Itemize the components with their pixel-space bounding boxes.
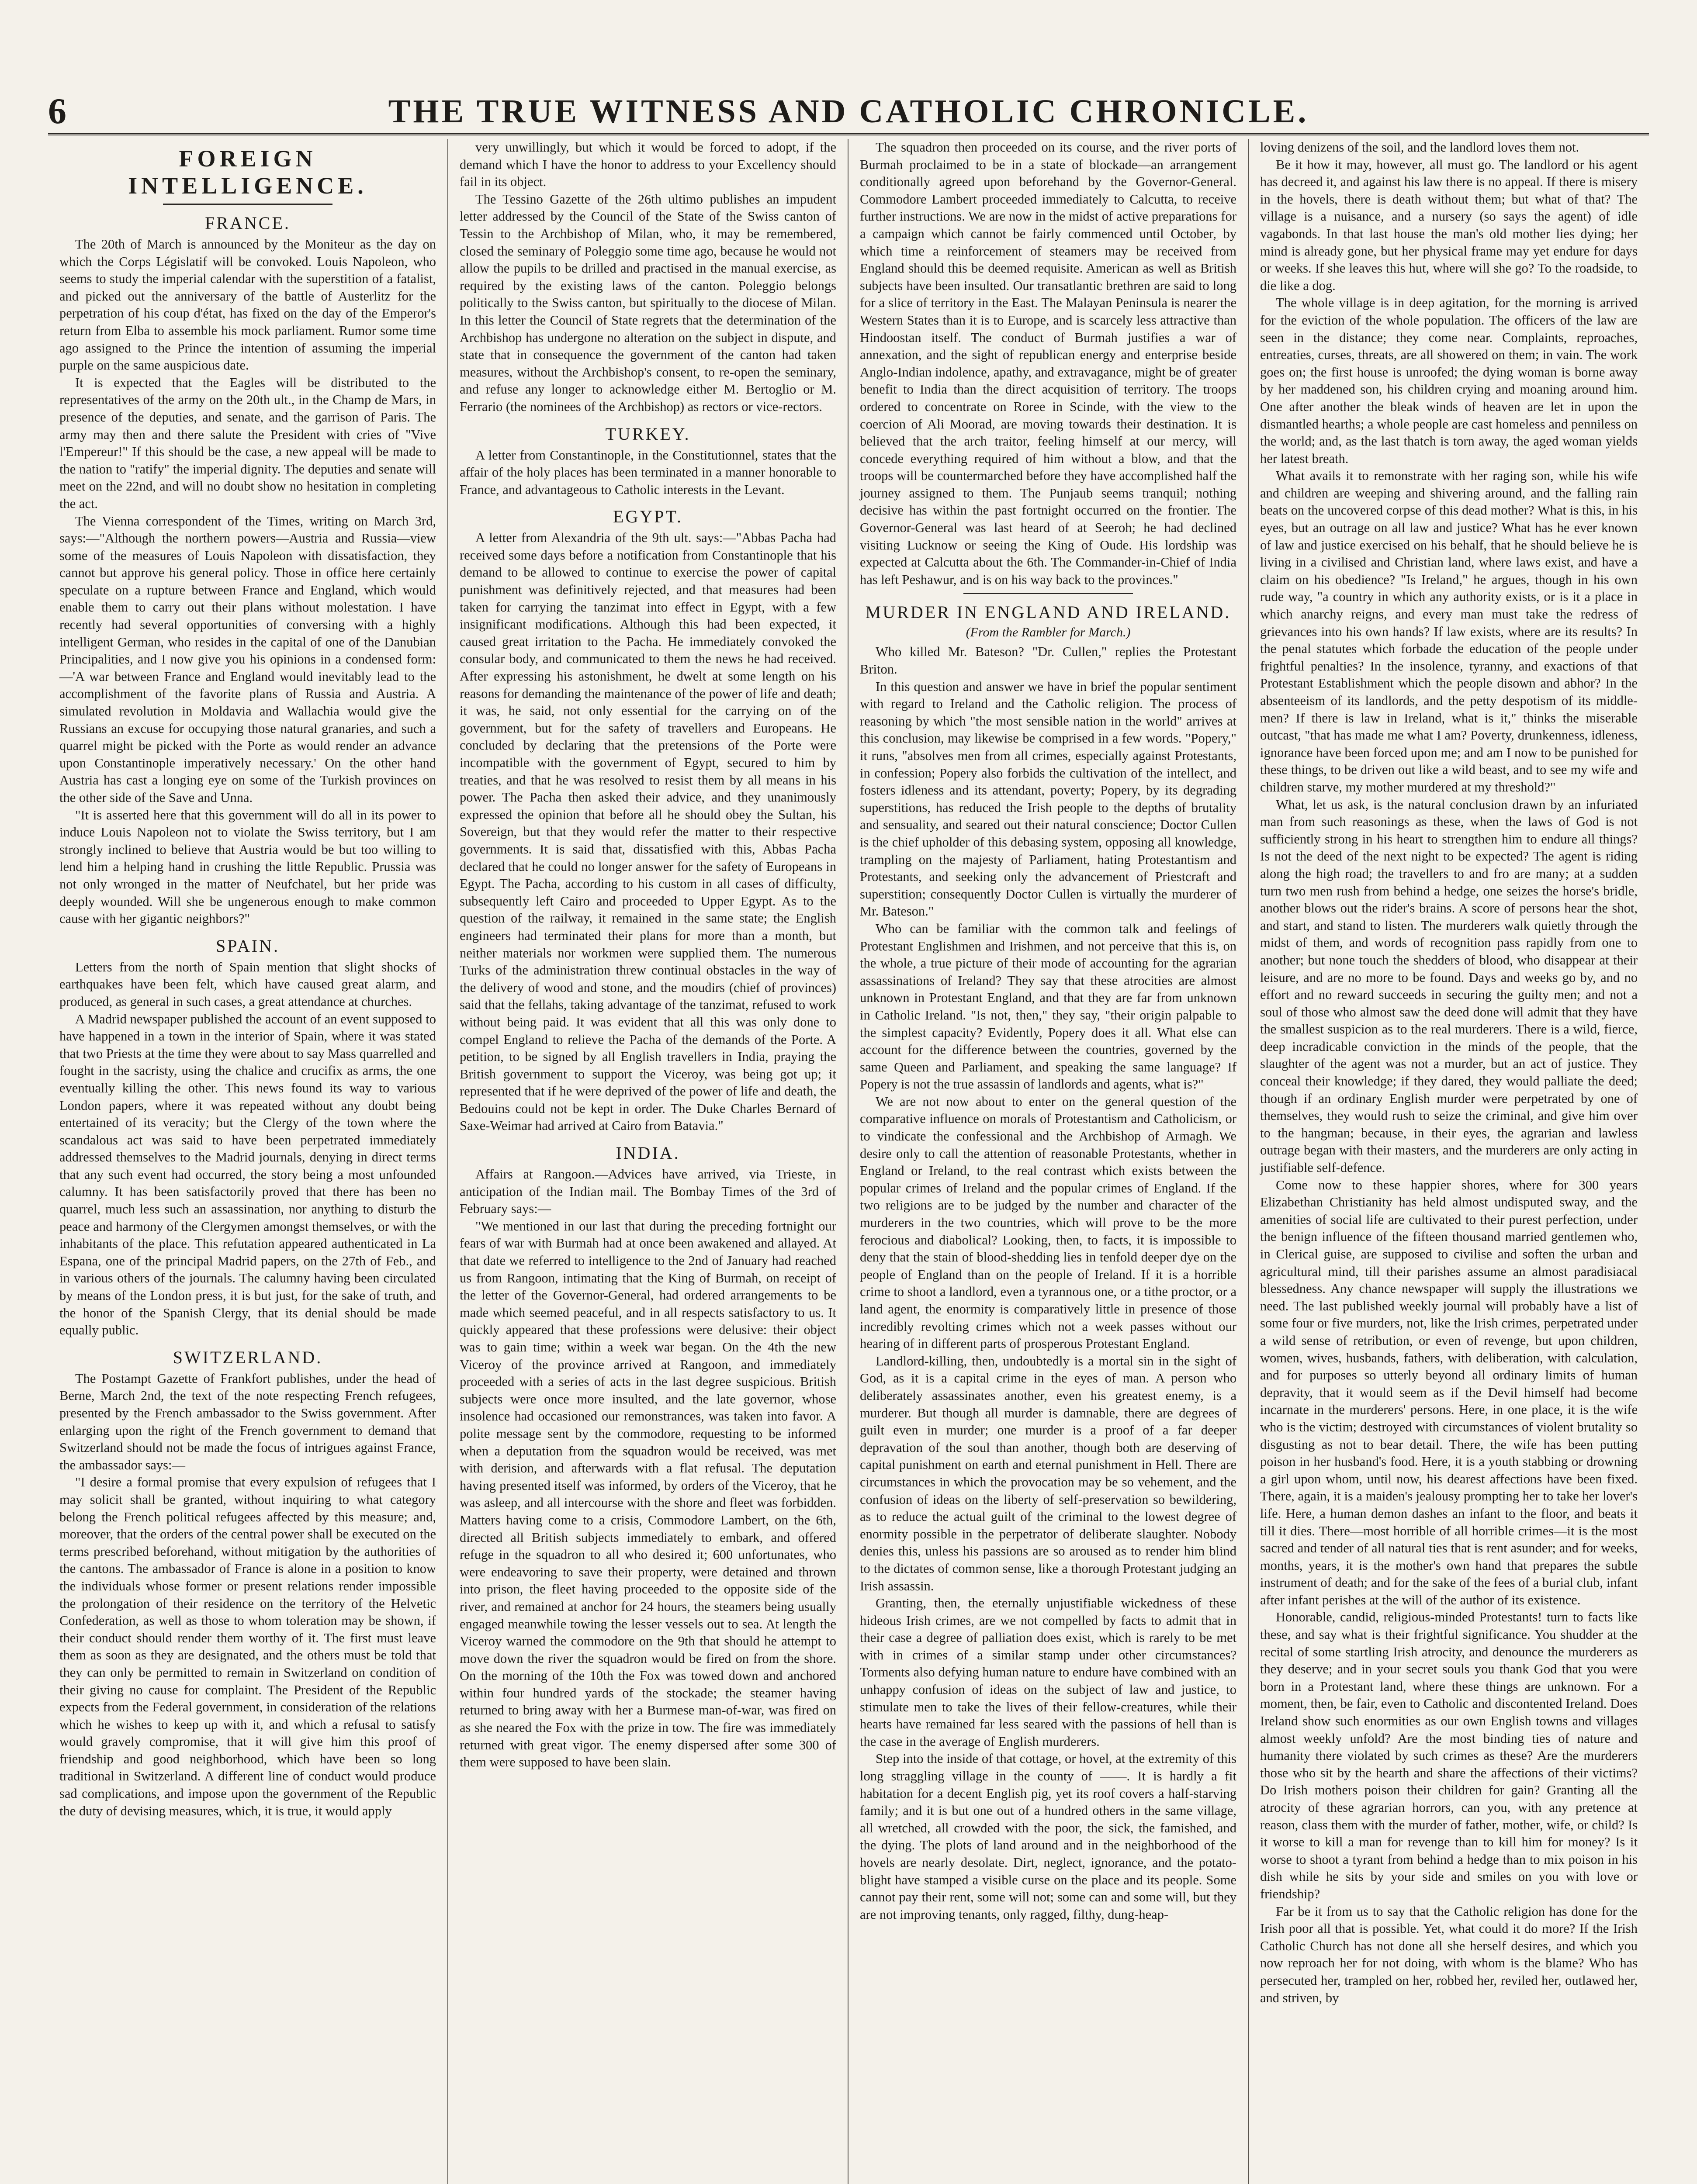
paragraph: The squadron then proceeded on its course, and the river ports of Burmah proclaimed to be in a state of blockade—an arrangement conditionally agreed upon beforehand by the Governor-General. Commodore Lambert proceeded immediately to Calcutta, to receive further instructions. We are now in the midst of active preparations for a campaign which cannot be fairly commenced until October, by which time a reinforcement of steamers may be received from England should this be deemed requisite. American as well as British subjects have been insulted. Our transatlantic brethren are said to long for a slice of territory in the East. The Malayan Peninsula is nearer the Western States than it is to Europe, and is scarcely less attractive than Hindoostan itself. The conduct of Burmah justifies a war of annexation, and the sight of republican energy and enterprise beside Anglo-Indian indolence, apathy, and extravagance, might be of greater benefit to India than the direct acquisition of territory. The troops ordered to concentrate on Roree in Scinde, with the view to the coercion of Ali Moorad, are moving towards their destination. It is believed that the arch traitor, feeling himself at our mercy, will concede everything required of him without a blow, and that the troops will be countermarched before they have accomplished half the journey assigned to them. The Punjaub seems tranquil; nothing decisive has within the past fortnight occurred on the frontier. The Governor-General was last heard of at Seeroh; he had declined visiting Lucknow or seeing the King of Oude. His lordship was expected at Calcutta about the 6th. The Commander-in-Chief of India has left Peshawur, and is on his way back to the provinces.": [860, 140, 1236, 587]
paragraph: What avails it to remonstrate with her raging son, while his wife and children are weeping and shivering around, and the falling rain beats on the uncovered corpse of this dead mother? What is this, in his eyes, but an outrage on all law and justice? What has he ever known of law and justice exercised on his behalf, that he should believe he is living in a civilised and Christian land, where laws exist, and have a claim on his obedience? "Is Ireland," he argues, though in his own rude way, "a country in which any authority exists, or is it a place in which anarchy reigns, and every man must take the redress of grievances into his own hands? If law exists, where are its results? In the penal statutes which forbade the education of the people under frightful penalties? In the insolence, tyranny, and exactions of that Protestant Establishment which the people disown and abhor? In the absenteeism of its landlords, and the petty despotism of its middle-men? If there is law in Ireland, what is it," thinks the miserable outcast, "that has made me what I am? Poverty, drunkenness, idleness, ignorance have been forced upon me; and am I now to be punished for these things, to be driven out like a wild beast, and to see my wife and children starve, my mother murdered at my threshold?": [1260, 468, 1638, 795]
divider: [963, 593, 1133, 594]
paragraph: The Vienna correspondent of the Times, writing on March 3rd, says:—"Although the northern powers—Austria and Russia—view some of the measures of Louis Napoleon with dissatisfaction, they cannot but approve his general policy. Those in office here certainly speculate on a rupture between France and England, which would enable them to carry out their plans without molestation. I have recently had several opportunities of conversing with a highly intelligent German, who resides in the capital of one of the Danubian Principalities, and I now give you his opinions in a condensed form:—'A war between France and England would inevitably lead to the accomplishment of the favorite plans of Russia and Austria. A simulated revolution in Moldavia and Wallachia would give the Russians an excuse for occupying those natural granaries, and such a quarrel might be picked with the Porte as would render an advance upon Constantinople imperatively necessary.' On the other hand Austria has cast a longing eye on some of the Turkish provinces on the other side of the Save and Unna.: [59, 513, 436, 805]
column-1: [48, 139, 448, 2184]
paragraph: Honorable, candid, religious-minded Protestants! turn to facts like these, and say what is their frightful significance. You shudder at the recital of some startling Irish atrocity, and denounce the murderers as they deserve; and in your secret souls you thank God that you were born in a Protestant land, where these things are unknown. For a moment, then, be fair, even to Catholic and discontented Ireland. Does Ireland show such enormities as our own English towns and villages almost weekly unfold? Are the most binding ties of nature and humanity there violated by such crimes as these? Are the murderers those who sit by the hearth and share the affections of their victims? Do Irish mothers poison their children for gain? Granting all the atrocity of these agrarian horrors, can you, with any pretence at reason, class them with the murder of father, mother, wife, or child? Is it worse to kill a man for revenge than to kill him for money? Is it worse to shoot a tyrant from behind a hedge than to mix poison in his dish while he sits by your side and smiles on you with love or friendship?: [1260, 1610, 1638, 1901]
section-title: FOREIGN INTELLIGENCE.: [128, 145, 367, 199]
paragraph: Come now to these happier shores, where for 300 years Elizabethan Christianity has held almost undisputed sway, and the amenities of social life are cultivated to their purest perfection, under the benign influence of the fifteen thousand married gentlemen who, in Clerical guise, are supposed to civilise and soften the urban and agricultural mind, till their parishes assume an almost paradisiacal blessedness. Any chance newspaper will supply the illustrations we need. The last published weekly journal will probably have a list of some four or five murders, not, like the Irish crimes, perpetrated under a wild sense of retribution, or even of revenge, but upon children, women, wives, husbands, fathers, with deliberation, with calculation, and for purposes so utterly beyond all ordinary limits of human depravity, that it would seem as if the Devil himself had become incarnate in the murderers' persons. Here, in one place, it is the wife who is the victim; destroyed with circumstances of violent brutality so disgusting as not to bear detail. There, the wife has been putting poison in her husband's food. Here, it is a youth stabbing or drowning a girl upon whom, until now, his dearest affections have been fixed. There, again, it is a maiden's jealousy prompting her to take her lover's life. Here, a human demon dashes an infant to the floor, and beats it till it dies. There—most horrible of all horrible crimes—it is the most sacred and tender of all natural ties that is rent asunder; and for weeks, months, years, it is the mother's own hand that prepares the subtle instrument of death; and for the sake of the fees of a burial club, infant after infant perishes at the will of the author of its existence.: [1260, 1177, 1638, 1607]
article-source: (From the Rambler for March.): [966, 625, 1131, 640]
paragraph: Letters from the north of Spain mention that slight shocks of earthquakes have been felt, which have caused great alarm, and produced, as general in such cases, a great attendance at churches.: [59, 959, 436, 1009]
heading-murder: MURDER IN ENGLAND AND IRELAND.: [865, 602, 1231, 622]
page-number: 6: [48, 91, 66, 131]
paragraph: The Postampt Gazette of Frankfort publishes, under the head of Berne, March 2nd, the text of the note respecting French refugees, presented by the French ambassador to the Swiss government. After enlarging upon the right of the French government to demand that Switzerland should not be made the focus of intrigues against France, the ambassador says:—: [59, 1371, 436, 1472]
masthead: [48, 90, 1649, 135]
heading-turkey: TURKEY.: [605, 424, 691, 444]
paragraph: A Madrid newspaper published the account of an event supposed to have happened in a town in the interior of Spain, where it was stated that two Priests at the time they were about to say Mass quarrelled and fought in the sacristy, using the chalice and crucifix as arms, the one eventually killing the other. This news found its way to various London papers, where it was repeated without any doubt being entertained of its veracity; but the Clergy of the town where the scandalous act was said to have been perpetrated immediately addressed themselves to the Madrid journals, denying in direct terms that any such event had occurred, the story being a most unfounded calumny. It has been satisfactorily proved that there has been no quarrel, much less such an assassination, nor anything to disturb the peace and harmony of the Clergymen amongst themselves, or with the inhabitants of the place. This refutation appeared authenticated in La Espana, one of the principal Madrid papers, on the 27th of Feb., and in various others of the journals. The calumny having been circulated by means of the London press, it is but just, for the sake of truth, and the honor of the Spanish Clergy, that its denial should be made equally public.: [59, 1011, 436, 1338]
paragraph: "It is asserted here that this government will do all in its power to induce Louis Napoleon not to violate the Swiss territory, but I am strongly inclined to believe that Austria would be but too willing to lend him a helping hand in crushing the little Republic. Prussia was not only wronged in the matter of Neufchatel, but her pride was deeply wounded. Will she be ungenerous enough to make common cause with her gigantic neighbors?": [59, 807, 436, 926]
paragraph: Affairs at Rangoon.—Advices have arrived, via Trieste, in anticipation of the Indian mail. The Bombay Times of the 3rd of February says:—: [460, 1167, 836, 1216]
paragraph: Far be it from us to say that the Catholic religion has done for the Irish poor all that is possible. Yet, what could it do more? If the Irish Catholic Church has not done all she herself desires, and which you now reproach her for not doing, with whom is the blame? Who has persecuted her, trampled on her, robbed her, reviled her, outlawed her, and striven, by: [1260, 1904, 1638, 2005]
paragraph: "I desire a formal promise that every expulsion of refugees that I may solicit shall be granted, without inquiring to what category belong the French political refugees affected by this measure; and, moreover, that the orders of the central power shall be executed on the terms prescribed beforehand, without mitigation by the authorities of the cantons. The ambassador of France is alone in a position to know the individuals whose former or present relations render impossible the prolongation of their residence on the territory of the Helvetic Confederation, as well as those to whom toleration may be shown, if their conduct should render them worthy of it. The first must leave them as soon as they are designated, and the others must be told that they can only be permitted to remain in Switzerland on condition of their giving no cause for complaint. The President of the Republic expects from the Federal government, in consideration of the relations which he wishes to keep up with it, and which a refusal to satisfy would gravely compromise, that it will give him this proof of friendship and good neighborhood, which have been so long traditional in Switzerland. A different line of conduct would produce sad complications, and impose upon the government of the Republic the duty of devising measures, which, it is true, it would apply: [59, 1475, 436, 1818]
paragraph: Step into the inside of that cottage, or hovel, at the extremity of this long straggling village in the county of ——. It is hardly a fit habitation for a decent English pig, yet its roof covers a half-starving family; and it is but one out of a hundred others in the same village, all wretched, all crowded with the poor, the sick, the famished, and the dying. The plots of land around and in the neighborhood of the hovels are nearly desolate. Dirt, neglect, ignorance, and the potato-blight have stamped a visible curse on the place and its people. Some cannot pay their rent, some will not; some can and some will, but they are not improving tenants, only ragged, filthy, dung-heap-: [860, 1751, 1236, 1922]
paragraph: Granting, then, the eternally unjustifiable wickedness of these hideous Irish crimes, are we not compelled by facts to admit that in their case a degree of palliation does exist, which is rarely to be met with in crimes of a similar stamp under other circumstances? Torments also defying human nature to endure have combined with an unhappy confusion of ideas on the subject of law and justice, to stimulate men to take the lives of their fellow-creatures, while their hearts have remained far less seared with the passions of hell than is the case in the average of English murderers.: [860, 1596, 1236, 1749]
heading-spain: SPAIN.: [216, 936, 280, 956]
paragraph: loving denizens of the soil, and the landlord loves them not.: [1260, 140, 1579, 155]
paragraph: very unwillingly, but which it would be forced to adopt, if the demand which I have the honor to address to your Excellency should fail in its object.: [460, 140, 836, 190]
paragraph: A letter from Alexandria of the 9th ult. says:—"Abbas Pacha had received some days before a notification from Constantinople that his demand to be allowed to continue to exercise the power of capital punishment was definitively rejected, and that measures had been taken for carrying the tanzimat into effect in Egypt, with a few insignificant modifications. Although this had been expected, it caused great irritation to the Pacha. He immediately convoked the consular body, and communicated to them the news he had received. After expressing his astonishment, he dwelt at some length on his reasons for demanding the maintenance of the power of life and death; it was, he said, not only essential for the carrying on of the government, but for the safety of travellers and Europeans. He concluded by declaring that the pretensions of the Porte were incompatible with the government of Egypt, secured to him by treaties, and that he was resolved to resist them by all means in his power. The Pacha then asked their advice, and they unanimously expressed the opinion that before all he should obey the Sultan, his Sovereign, but that they would refer the matter to their respective governments. It is said that, dissatisfied with this, Abbas Pacha declared that he could no longer answer for the safety of Europeans in Egypt. The Pacha, according to his custom in all cases of difficulty, subsequently left Cairo and proceeded to Upper Egypt. As to the question of the railway, it remained in the same state; the English engineers had terminated their plans for more than a month, but neither materials nor workmen were supplied them. The numerous Turks of the administration threw continual obstacles in the way of the delivery of wood and stone, and the moudirs (chief of provinces) said that the fellahs, taking advantage of the tanzimat, refused to work without being paid. It was evident that all this was only done to compel England to relieve the Pacha of the demands of the Porte. A petition, to be signed by all English travellers in India, praying the British government to support the Viceroy, was being got up; it represented that if he were deprived of the power of life and death, the Bedouins could not be kept in order. The Duke Charles Bernard of Saxe-Weimar had arrived at Cairo from Batavia.": [460, 530, 836, 1133]
column-3: [848, 139, 1249, 2184]
newspaper-title: THE TRUE WITNESS AND CATHOLIC CHRONICLE.: [388, 93, 1309, 130]
column-2: [448, 139, 848, 2184]
paragraph: Be it how it may, however, all must go. The landlord or his agent has decreed it, and against his law there is no appeal. If there is misery in the hovels, there is death without them; but what of that? The village is a nuisance, and a nursery (so says the agent) of idle vagabonds. In that last house the man's old mother lies dying; her mind is already gone, but her physical frame may yet endure for days or weeks. If she leaves this hut, where will she go? To the roadside, to die like a dog.: [1260, 157, 1638, 293]
paragraph: Who can be familiar with the common talk and feelings of Protestant Englishmen and Irishmen, and not perceive that this is, on the whole, a true picture of their mode of accounting for the agrarian assassinations of Ireland? They say that these atrocities are almost unknown in Protestant England, and that they are far from unknown in Catholic Ireland. "Is not, then," they say, "their origin palpable to the simplest capacity? Evidently, Popery does it all. What else can account for the difference between the countries, governed by the same Queen and Parliament, and speaking the same language? If Popery is not the true assassin of landlords and agents, what is?": [860, 921, 1236, 1092]
heading-india: INDIA.: [616, 1143, 680, 1163]
paragraph: The 20th of March is announced by the Moniteur as the day on which the Corps Législatif will be convoked. Louis Napoleon, who seems to study the imperial calendar with the superstition of a fatalist, and picked out the anniversary of the battle of Austerlitz for the perpetration of his coup d'état, has fixed on the day of the Emperor's return from Elba to assemble his mock parliament. Rumor some time ago assigned to the Prince the intention of assuming the imperial purple on the same auspicious date.: [59, 237, 436, 373]
paragraph: "We mentioned in our last that during the preceding fortnight our fears of war with Burmah had at once been awakened and allayed. At that date we referred to intelligence to the 2nd of January had reached us from Rangoon, intimating that the King of Burmah, on receipt of the letter of the Governor-General, had ordered arrangements to be made which seemed peaceful, and in all respects satisfactory to us. It quickly appeared that these professions were delusive: their object was to gain time; within a week war began. On the 4th the new Viceroy of the province arrived at Rangoon, and immediately proceeded with a series of acts in the last degree suspicious. British subjects were once more insulted, and the late governor, whose insolence had occasioned our remonstrances, was taken into favor. A polite message sent by the commodore, requesting to be informed when a deputation from the squadron would be received, was met with derision, and afterwards with a flat refusal. The deputation having presented itself was informed, by orders of the Viceroy, that he was asleep, and all intercourse with the shore and fleet was forbidden. Matters having come to a crisis, Commodore Lambert, on the 6th, directed all British subjects immediately to embark, and offered refuge in the squadron to all who desired it; 600 unfortunates, who were endeavoring to save their property, were detained and thrown into prison, the fleet having proceeded to the opposite side of the river, and remained at anchor for 24 hours, the steamers being usually engaged meanwhile towing the lesser vessels out to sea. At length the Viceroy warned the commodore on the 9th that should he attempt to move down the river the squadron would be fired on from the shore. On the morning of the 10th the Fox was towed down and anchored within four hundred yards of the stockade; the steamer having returned to bring away with her a Burmese man-of-war, was fired on as she neared the Fox with the prize in tow. The fire was immediately returned with great vigor. The enemy dispersed after some 300 of them were supposed to have been slain.: [460, 1218, 836, 1770]
paragraph: We are not now about to enter on the general question of the comparative influence on morals of Protestantism and Catholicism, or to vindicate the confessional and the Archbishop of Armagh. We desire only to call the attention of reasonable Protestants, whether in England or Ireland, to the real contrast which exists between the popular crimes of Ireland and the popular crimes of England. If the two religions are to be judged by the number and character of the murderers in the two countries, which will prove to be the more ferocious and diabolical? Looking, then, to facts, it is impossible to deny that the stain of blood-shedding lies in tenfold deeper dye on the people of England than on the people of Ireland. If it is a horrible crime to shoot a landlord, even a tyrannous one, or a tithe proctor, or a land agent, the enormity is comparatively little in presence of those incredibly revolting crimes which not a week passes without our hearing of in different parts of prosperous Protestant England.: [860, 1094, 1236, 1351]
paragraph: A letter from Constantinople, in the Constitutionnel, states that the affair of the holy places has been terminated in a manner honorable to France, and advantageous to Catholic interests in the Levant.: [460, 447, 836, 497]
paragraph: In this question and answer we have in brief the popular sentiment with regard to Ireland and the Catholic religion. The process of reasoning by which "the most sensible nation in the world" arrives at this conclusion, may likewise be comprised in a few words. "Popery," it runs, "absolves men from all crimes, especially against Protestants, in confession; Popery also forbids the cultivation of the intellect, and fosters idleness and its attendant, poverty; Popery, by its degrading superstitions, has reduced the Irish people to the depths of brutality and sensuality, and seared out their natural conscience; Doctor Cullen is the chief upholder of this debasing system, opposing all knowledge, trampling on the majesty of Parliament, hating Protestantism and Protestants, and seeking only the advancement of Priestcraft and superstition; consequently Doctor Cullen is virtually the murderer of Mr. Bateson.": [860, 679, 1236, 919]
paragraph: Who killed Mr. Bateson? "Dr. Cullen," replies the Protestant Briton.: [860, 644, 1236, 677]
paragraph: What, let us ask, is the natural conclusion drawn by an infuriated man from such reasonings as these, when the laws of God is not sufficiently strong in his heart to strengthen him to endure all things? Is not the deed of the next night to be expected? The agent is riding along the high road; the travellers to and fro are many; at a sudden turn two men rush from behind a hedge, one seizes the horse's bridle, another blows out the rider's brains. A score of persons hear the shot, and start, and stand to listen. The murderers walk quietly through the midst of them, and words of recognition pass rapidly from one to another; but none touch the shedders of blood, who disappear at their leisure, and are no more to be found. Days and weeks go by, and no effort and no reward succeeds in securing the guilty men; and not a soul of those who almost saw the deed done will admit that they have the smallest suspicion as to the real murderers. There is a wild, fierce, deep incradicable conviction in the minds of the people, that the slaughter of the agent was not a murder, but an act of justice. They conceal their knowledge; if they dared, they would palliate the deed; though if an ordinary English murder were perpetrated by one of themselves, they would rush to seize the criminal, and give him over to the hangman; because, in their eyes, the agrarian and lawless outrage began with their masters, and the murderers are only acting in justifiable self-defence.: [1260, 797, 1638, 1175]
column-4: [1249, 139, 1649, 2184]
paragraph: Landlord-killing, then, undoubtedly is a mortal sin in the sight of God, as it is a capital crime in the eyes of man. A person who deliberately assassinates another, even his greatest enemy, is a murderer. But though all murder is damnable, there are degrees of guilt even in murder; one murder is a proof of a far deeper depravation of the soul than another, though both are deserving of capital punishment on earth and eternal punishment in Hell. There are circumstances in which the provocation may be so vehement, and the confusion of ideas on the liberty of self-preservation so bewildering, as to reduce the actual guilt of the criminal to the lowest degree of enormity possible in the perpetrator of deliberate slaughter. Nobody denies this, unless his passions are so aroused as to render him blind to the dictates of common sense, like a thorough Protestant judging an Irish assassin.: [860, 1353, 1236, 1593]
divider: [163, 204, 332, 205]
paragraph: It is expected that the Eagles will be distributed to the representatives of the army on the 20th ult., in the Champ de Mars, in presence of the deputies, and senate, and the garrison of Paris. The army may then and there salute the President with cries of "Vive l'Empereur!" If this should be the case, a new appeal will be made to the nation to "ratify" the imperial dignity. The deputies and senate will meet on the 22nd, and will no doubt show no hesitation in completing the act.: [59, 375, 436, 511]
paragraph: The whole village is in deep agitation, for the morning is arrived for the eviction of the whole population. The officers of the law are seen in the distance; they come near. Complaints, reproaches, entreaties, curses, threats, are all showered on them; in vain. The work goes on; the first house is unroofed; the dying woman is borne away by her maddened son, his children crying and moaning around him. One after another the bleak winds of heaven are let in upon the dismantled hearths; a whole people are cast homeless and penniless on the world; and, as the last thatch is torn away, the aged woman yields her latest breath.: [1260, 295, 1638, 466]
paragraph: The Tessino Gazette of the 26th ultimo publishes an impudent letter addressed by the Council of the State of the Swiss canton of Tessin to the Archbishop of Milan, who, it may be remembered, closed the seminary of Poleggio some time ago, because he would not allow the pupils to be drilled and practised in the manual exercise, as required by the existing laws of the canton. Poleggio belongs politically to the Swiss canton, but spiritually to the diocese of Milan. In this letter the Council of State regrets that the determination of the Archbishop has undergone no alteration on the subject in dispute, and state that in consequence the government of the canton had taken measures, without the Archbishop's consent, to re-open the seminary, and refuse any longer to acknowledge either M. Bertoglio or M. Ferrario (the nominees of the Archbishop) as rectors or vice-rectors.: [460, 191, 836, 414]
article-columns: [48, 139, 1649, 2184]
heading-switzerland: SWITZERLAND.: [173, 1347, 323, 1367]
heading-france: FRANCE.: [205, 213, 291, 233]
heading-egypt: EGYPT.: [613, 507, 683, 527]
